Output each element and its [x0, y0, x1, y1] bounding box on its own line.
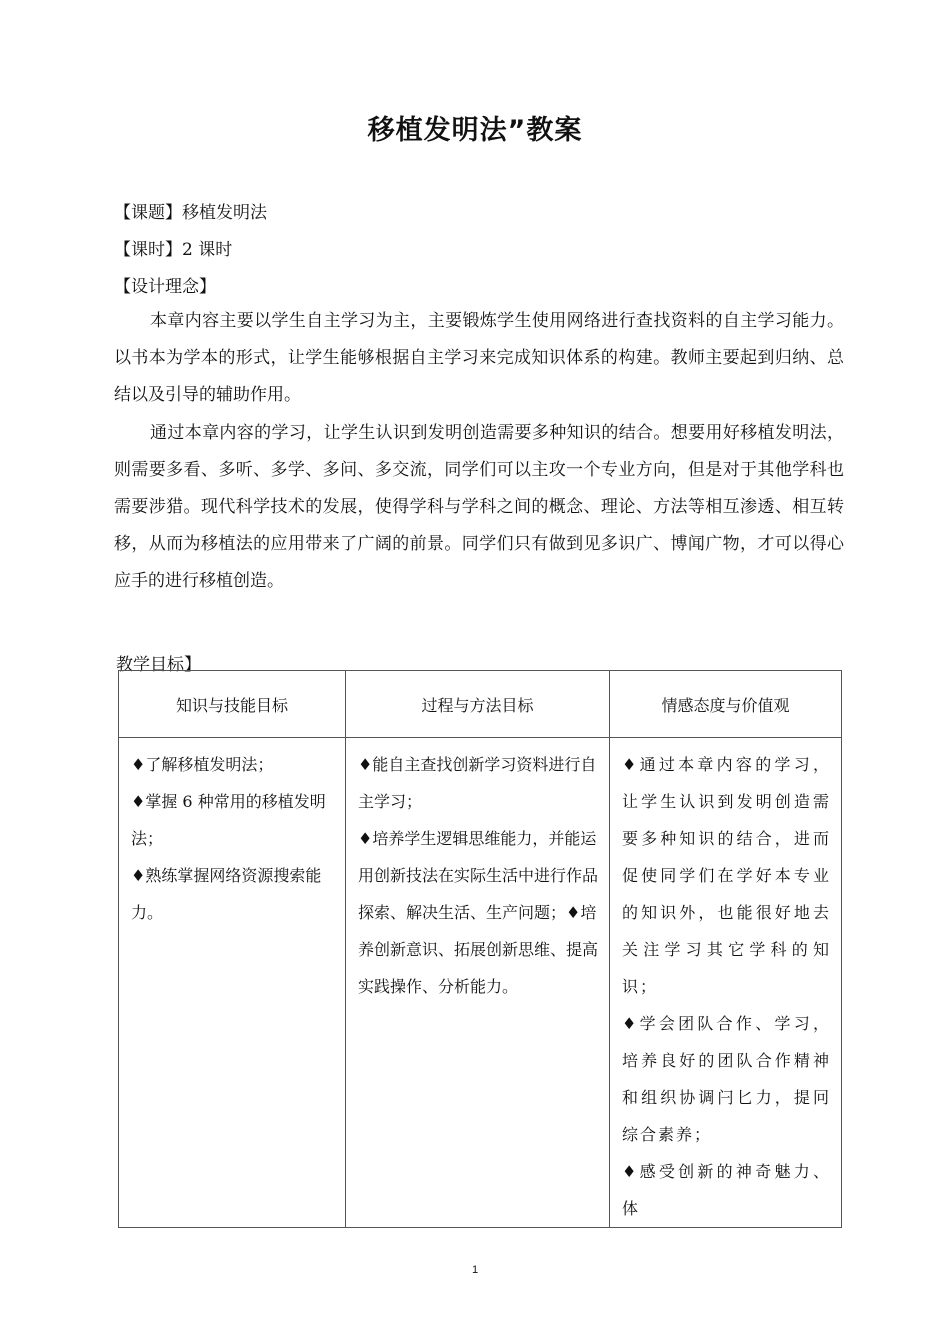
- process-methods-cell: [346, 738, 610, 1228]
- concept-heading: 【设计理念】: [114, 277, 216, 297]
- table-header-row: [119, 671, 842, 738]
- list-item: ♦熟练掌握网络资源搜索能力。: [131, 866, 322, 922]
- knowledge-skills-cell: [119, 738, 346, 1228]
- list-item: ♦学会团队合作、学习，培养良好的团队合作精神和组织协调闩匕力，提冋综合素养；: [622, 1014, 831, 1144]
- list-item: ♦掌握 6 种常用的移植发明法；: [131, 792, 326, 848]
- table-row: [119, 738, 842, 1228]
- page-number: 1: [471, 1264, 479, 1276]
- header-knowledge-skills: 知识与技能目标: [119, 671, 346, 738]
- teaching-goals-table: [118, 670, 842, 1228]
- attitudes-values-cell: [610, 738, 842, 1228]
- goals-heading: 教学目标】: [116, 655, 201, 675]
- document-title: 移植发明法”教案: [367, 115, 583, 146]
- header-attitudes-values: 情感态度与价值观: [610, 671, 842, 738]
- list-item: ♦了解移植发明法；: [131, 755, 274, 774]
- list-item: ♦通过本章内容的学习，让学生认识到发明创造需要多种知识的结合，进而促使同学们在学好本专业的知识外，也能很好地去关注学习其它学科的知识；: [622, 755, 831, 996]
- list-item: ♦感受创新的神奇魅力、体: [622, 1162, 831, 1218]
- topic-line: 【课题】移植发明法: [114, 203, 267, 223]
- list-item: ♦培养学生逻辑思维能力，并能运用创新技法在实际生活中进行作品探索、解决生活、生产问题；♦培养创新意识、拓展创新思维、提高实践操作、分析能力。: [358, 829, 599, 996]
- list-item: ♦能自主查找创新学习资料进行自主学习；: [358, 755, 597, 811]
- concept-paragraph-2: 通过本章内容的学习，让学生认识到发明创造需要多种知识的结合。想要用好移植发明法，则需要多看、多听、多学、多问、多交流，同学们可以主攻一个专业方向，但是对于其他学科也需要涉猎。现代科学技术的发展，使得学科与学科之间的概念、理论、方法等相互渗透、相互转移，从而为移植法的应用带来了广阔的前景。同学们只有做到见多识广、博闻广物，才可以得心应手的进行移植创造。: [114, 423, 844, 591]
- header-process-methods: 过程与方法目标: [346, 671, 610, 738]
- hours-line: 【课时】2 课时: [114, 240, 233, 260]
- concept-paragraph-1: 本章内容主要以学生自主学习为主，主要锻炼学生使用网络进行查找资料的自主学习能力。以书本为学本的形式，让学生能够根据自主学习来完成知识体系的构建。教师主要起到归纳、总结以及引导的辅助作用。: [114, 311, 844, 405]
